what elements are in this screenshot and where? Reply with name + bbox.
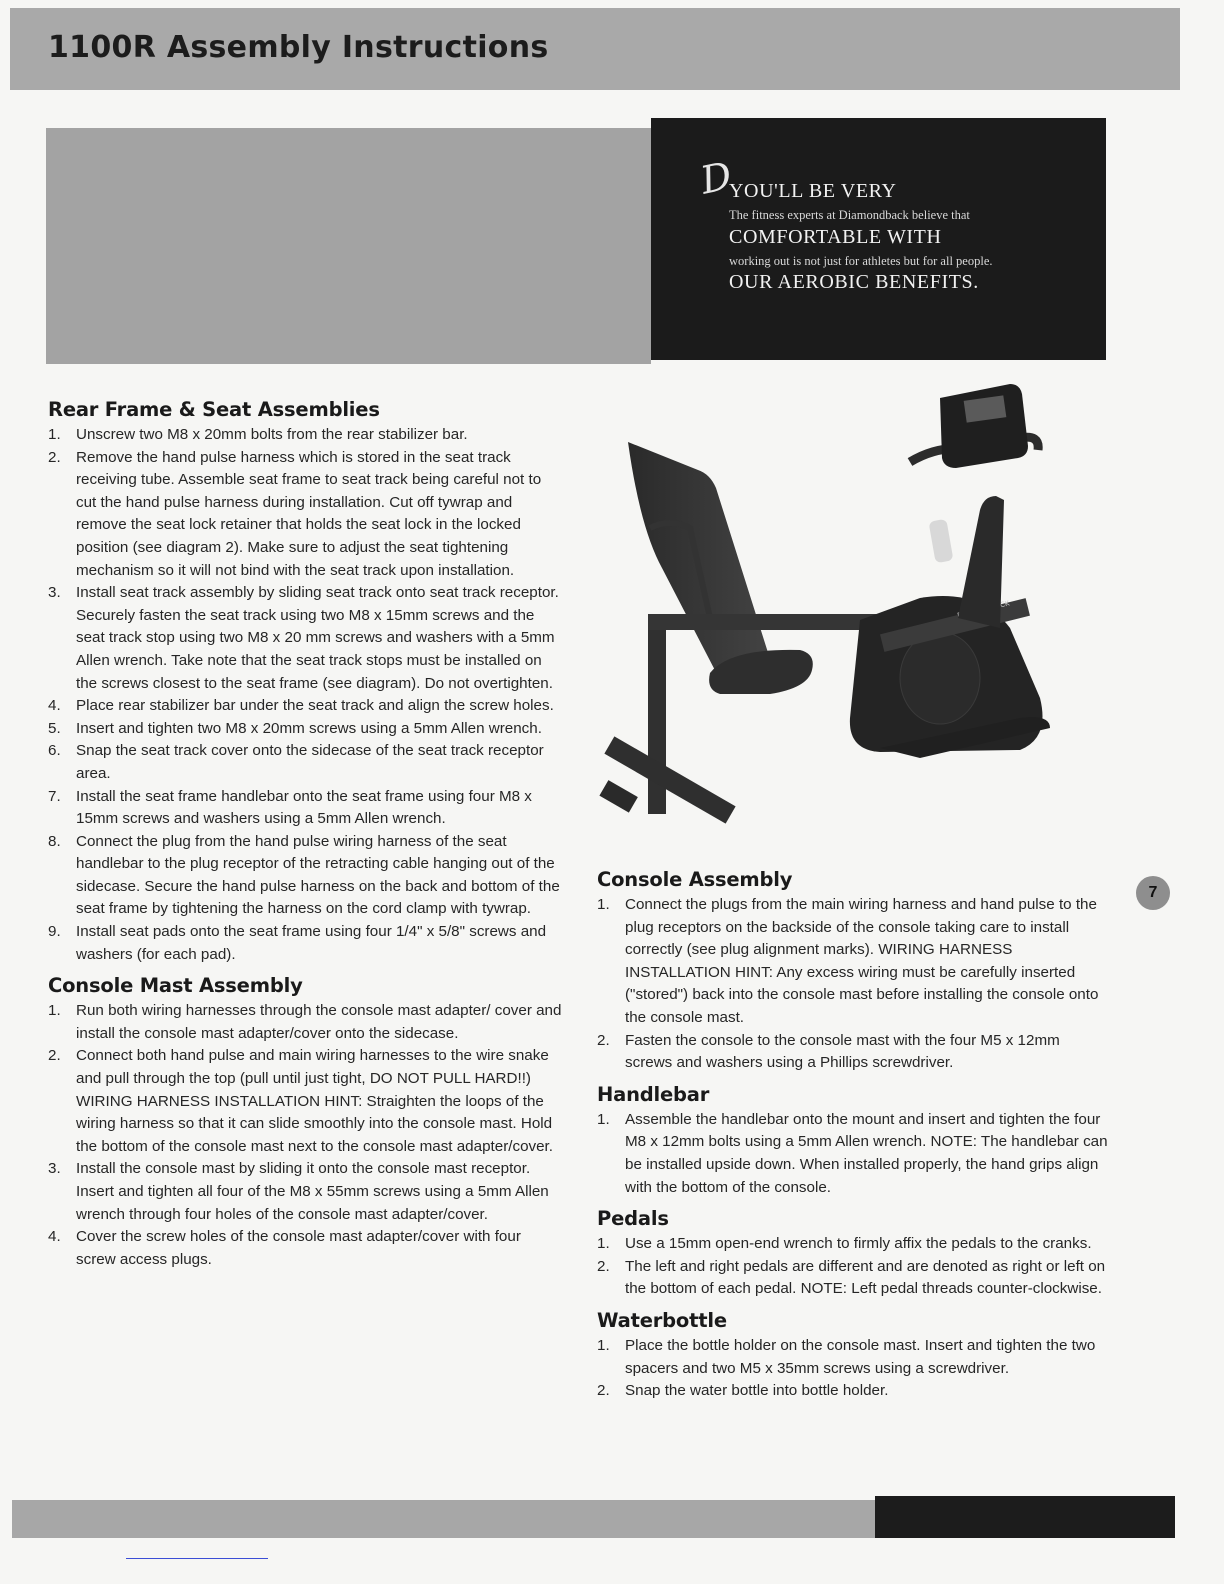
footer-underline [126,1558,268,1559]
page-number-badge: 7 [1136,876,1170,910]
section-title: Console Assembly [597,868,793,891]
step-list [597,1233,1111,1301]
section-rear-frame [48,398,562,966]
step-item: 2. The left and right pedals are different and are denoted as right or left on the bottom of each pedal. NOTE: Left pedal threads counter-clockwise. [597,1257,1106,1298]
left-column [48,398,562,1279]
section-waterbottle [597,1309,1111,1403]
banner-gray-panel [46,128,651,364]
step-list [597,1109,1111,1199]
section-console-mast [48,974,562,1271]
step-item: 1. Place the bottle holder on the console mast. Insert and tighten the two spacers and two M5 x 35mm screws using a screwdriver. [597,1336,1096,1377]
section-title: Rear Frame & Seat Assemblies [48,398,380,421]
section-handlebar [597,1083,1111,1199]
step-item: 2. Snap the water bottle into bottle holder. [597,1382,889,1400]
step-item: 5. Insert and tighten two M8 x 20mm screws using a 5mm Allen wrench. [48,719,542,737]
right-column [597,868,1111,1411]
step-item: 2. Remove the hand pulse harness which is stored in the seat track receiving tube. Assemble seat frame to seat track being careful not to cut the hand pulse harness during installation. Cut off tywrap and remove the seat lock retainer that holds the seat lock in the locked position (see diagram 2). Make sure to adjust the seat tightening mechanism so it will not bind with the seat track upon installation. [48,448,542,579]
step-item: 1. Run both wiring harnesses through the console mast adapter/ cover and install the console mast adapter/cover onto the sidecase. [48,1002,562,1042]
step-item: 4. Cover the screw holes of the console mast adapter/cover with four screw access plugs. [48,1228,521,1268]
step-item: 1. Unscrew two M8 x 20mm bolts from the rear stabilizer bar. [48,426,468,443]
banner-line-3: COMFORTABLE WITH [729,226,942,248]
section-title: Console Mast Assembly [48,974,303,998]
page-title: 1100R Assembly Instructions [48,30,549,65]
step-item: 8. Connect the plug from the hand pulse wiring harness of the seat handlebar to the plug receptor of the retracting cable hanging out of the sidecase. Secure the hand pulse harness on the back and bottom of the seat frame by tightening the harness on the cord clamp with tywrap. [48,832,560,918]
section-console-assembly [597,868,1111,1075]
step-item: 1. Assemble the handlebar onto the mount and insert and tighten the four M8 x 12mm bolts using a 5mm Allen wrench. NOTE: The handlebar can be installed upside down. When installed properly, the hand grips align with the bottom of the console. [597,1110,1108,1196]
banner-line-1: YOU'LL BE VERY [729,180,897,202]
diamondback-logo-icon: D [696,153,736,203]
section-pedals [597,1207,1111,1301]
step-list [48,424,562,966]
step-item: 2. Connect both hand pulse and main wiring harnesses to the wire snake and pull through the top (pull until just tight, DO NOT PULL HARD!!) WIRING HARNESS INSTALLATION HINT: Straighten the loops of the wiring harness so that it can slide smoothly into the console mast. Hold the bottom of the console mast next to the console mast adapter/cover. [48,1047,553,1155]
step-list [597,1335,1111,1403]
section-title: Pedals [597,1207,669,1231]
step-item: 2. Fasten the console to the console mast with the four M5 x 12mm screws and washers using a Phillips screwdriver. [597,1031,1060,1072]
footer-black-block [875,1496,1175,1538]
banner-slogan-panel [651,118,1106,360]
step-item: 4. Place rear stabilizer bar under the seat track and align the screw holes. [48,697,554,715]
step-item: 7. Install the seat frame handlebar onto the seat frame using four M8 x 15mm screws and washers using a 5mm Allen wrench. [48,787,532,828]
banner-line-5: OUR AEROBIC BENEFITS. [729,271,979,293]
step-item: 1. Connect the plugs from the main wiring harness and hand pulse to the plug receptors on the backside of the console taking care to install correctly (see plug alignment marks). WIRING HARNESS INSTALLATION HINT: Any excess wiring must be carefully inserted ("stored") back into the console mast before installing the console onto the console mast. [597,896,1099,1026]
section-title: Waterbottle [597,1308,727,1332]
banner-line-2: The fitness experts at Diamondback believe that [729,208,970,222]
footer-bar [12,1500,875,1538]
step-item: 3. Install the console mast by sliding it onto the console mast receptor. Insert and tighten all four of the M8 x 55mm screws using a 5mm Allen wrench through four holes of the console mast adapter/cover. [48,1160,549,1223]
step-item: 3. Install seat track assembly by sliding seat track onto seat track receptor. Securely fasten the seat track using two M8 x 15mm screws and the seat track stop using two M8 x 20 mm screws and washers with a 5mm Allen wrench. Take note that the seat track stops must be installed on the screws closest to the seat frame (see diagram). Do not overtighten. [48,584,559,692]
step-list [48,1000,562,1271]
step-item: 9. Install seat pads onto the seat frame using four 1/4" x 5/8" screws and washers (for each pad). [48,923,547,963]
header-bar [10,8,1180,90]
recumbent-bike-photo [580,378,1100,848]
section-title: Handlebar [597,1082,710,1106]
banner-line-4: working out is not just for athletes but for all people. [729,254,993,268]
step-list [597,894,1111,1075]
step-item: 6. Snap the seat track cover onto the sidecase of the seat track receptor area. [48,742,544,782]
step-item: 1. Use a 15mm open-end wrench to firmly affix the pedals to the cranks. [597,1235,1092,1253]
